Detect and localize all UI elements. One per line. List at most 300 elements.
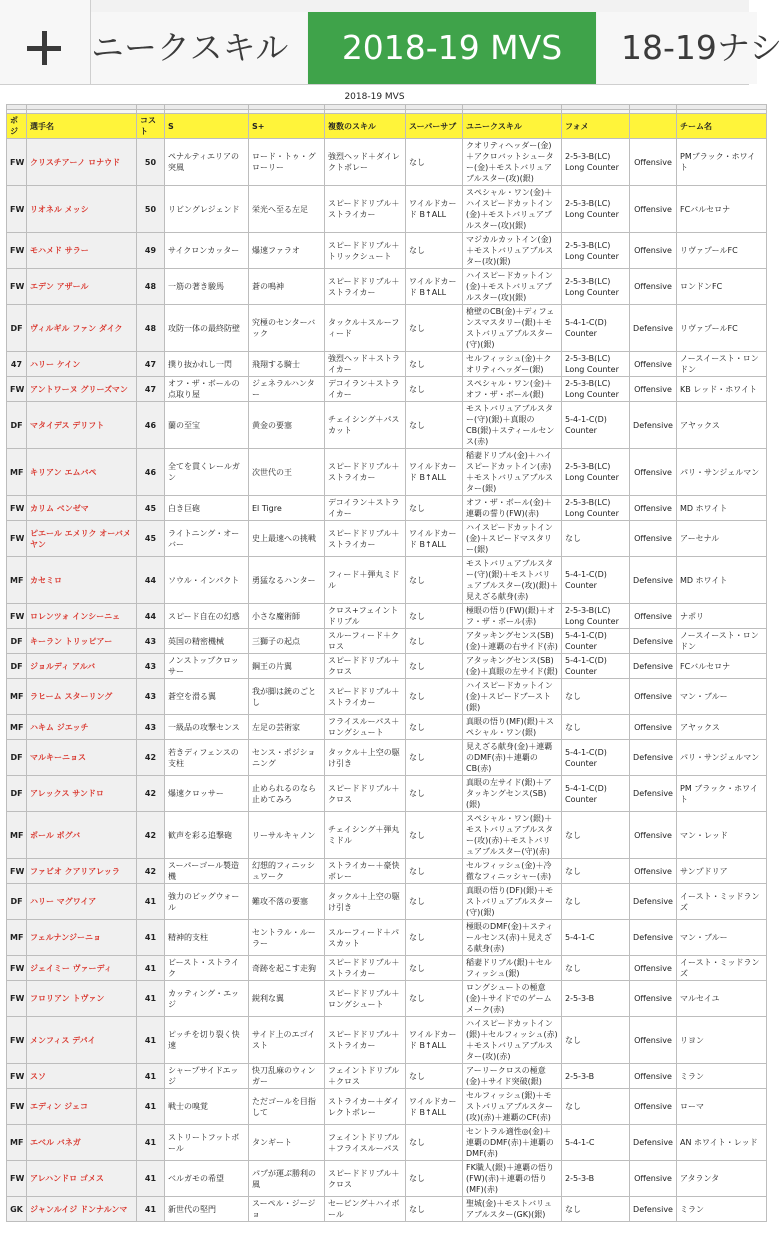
cell-cost[interactable]: 41 xyxy=(137,956,165,981)
cell-team[interactable]: リヴァプールFC xyxy=(677,305,767,352)
cell-player-name[interactable]: ハリー マグワイア xyxy=(27,884,137,920)
header-cell-unique-skill[interactable]: ユニークスキル xyxy=(463,114,562,139)
header-cell-s[interactable]: S xyxy=(165,114,249,139)
cell-unique-skill[interactable]: セントラル適性◎(金)＋連覇のDMF(赤)＋連覇のDMF(赤) xyxy=(463,1125,562,1161)
cell-unique-skill[interactable]: セルフィッシュ(金)＋冷徹なフィニッシャー(赤) xyxy=(463,859,562,884)
cell-splus[interactable]: 難攻不落の要塞 xyxy=(249,884,325,920)
cell-unique-skill[interactable]: セルフィッシュ(銀)＋モストバリュアブルスター(攻)(赤)＋連覇のCF(赤) xyxy=(463,1089,562,1125)
cell-s[interactable]: サイクロンカッター xyxy=(165,233,249,269)
cell-super-sub[interactable]: ワイルドカード B↑ALL xyxy=(406,269,463,305)
tab-unique-skill[interactable]: ニークスキル xyxy=(91,12,307,84)
cell-super-sub[interactable]: なし xyxy=(406,604,463,629)
cell-super-sub[interactable]: なし xyxy=(406,859,463,884)
cell-player-name[interactable]: エベル バネガ xyxy=(27,1125,137,1161)
cell-s[interactable]: スーパーゴール製造機 xyxy=(165,859,249,884)
cell-unique-skill[interactable]: スペシャル・ワン(金)＋オフ・ザ・ボール(銀) xyxy=(463,377,562,402)
cell-unique-skill[interactable]: クオリティヘッダー(金)＋アクロバットシューター(金)＋モストバリュアブルスター(攻)(銀) xyxy=(463,139,562,186)
cell-team[interactable]: PMブラック・ホワイト xyxy=(677,139,767,186)
cell-splus[interactable]: 幻想的フィニッシュワーク xyxy=(249,859,325,884)
cell-splus[interactable]: リーサルキャノン xyxy=(249,812,325,859)
cell-super-sub[interactable]: なし xyxy=(406,1064,463,1089)
cell-cost[interactable]: 41 xyxy=(137,1125,165,1161)
cell-team[interactable]: KB レッド・ホワイト xyxy=(677,377,767,402)
cell-player-name[interactable]: スソ xyxy=(27,1064,137,1089)
cell-cost[interactable]: 41 xyxy=(137,1017,165,1064)
cell-multi-skill[interactable]: スピードドリブル＋クロス xyxy=(325,776,406,812)
cell-unique-skill[interactable]: 見えざる献身(金)＋連覇のDMF(赤)＋連覇のCB(赤) xyxy=(463,740,562,776)
cell-style[interactable]: Defensive xyxy=(630,776,677,812)
cell-unique-skill[interactable]: オフ・ザ・ボール(金)＋連覇の誓り(FW)(赤) xyxy=(463,496,562,521)
cell-cost[interactable]: 48 xyxy=(137,305,165,352)
cell-player-name[interactable]: キリアン エムバペ xyxy=(27,449,137,496)
cell-team[interactable]: ノースイースト・ロンドン xyxy=(677,629,767,654)
cell-multi-skill[interactable]: スピードドリブル＋ストライカー xyxy=(325,679,406,715)
cell-style[interactable]: Offensive xyxy=(630,715,677,740)
cell-position[interactable]: FW xyxy=(7,859,27,884)
cell-s[interactable]: 新世代の堅門 xyxy=(165,1197,249,1222)
header-cell-splus[interactable]: S+ xyxy=(249,114,325,139)
cell-cost[interactable]: 43 xyxy=(137,629,165,654)
cell-s[interactable]: ストリートフットボール xyxy=(165,1125,249,1161)
cell-style[interactable]: Offensive xyxy=(630,812,677,859)
cell-style[interactable]: Offensive xyxy=(630,1089,677,1125)
cell-splus[interactable]: 我が脚は銃のごとし xyxy=(249,679,325,715)
cell-unique-skill[interactable]: ハイスピードカットイン(金)＋スピードマスタリー(銀) xyxy=(463,521,562,557)
cell-position[interactable]: DF xyxy=(7,884,27,920)
cell-multi-skill[interactable]: フライスルーパス＋ロングシュート xyxy=(325,715,406,740)
cell-s[interactable]: 若きディフェンスの支柱 xyxy=(165,740,249,776)
tab-18-19-national[interactable]: 18-19ナシ xyxy=(597,12,757,84)
cell-position[interactable]: DF xyxy=(7,740,27,776)
cell-position[interactable]: MF xyxy=(7,715,27,740)
cell-cost[interactable]: 42 xyxy=(137,740,165,776)
cell-splus[interactable]: セントラル・ルーラー xyxy=(249,920,325,956)
cell-s[interactable]: ビースト・ストライク xyxy=(165,956,249,981)
cell-splus[interactable]: 三獅子の起点 xyxy=(249,629,325,654)
cell-splus[interactable]: サイド上のエゴイスト xyxy=(249,1017,325,1064)
cell-formation[interactable]: 5-4-1-C(D) Counter xyxy=(562,740,630,776)
cell-unique-skill[interactable]: マジカルカットイン(金)＋モストバリュアブルスター(攻)(銀) xyxy=(463,233,562,269)
cell-player-name[interactable]: ファビオ クアリアレッラ xyxy=(27,859,137,884)
cell-multi-skill[interactable]: チェイシング＋パスカット xyxy=(325,402,406,449)
cell-player-name[interactable]: フロリアン トヴァン xyxy=(27,981,137,1017)
cell-style[interactable]: Defensive xyxy=(630,1197,677,1222)
cell-multi-skill[interactable]: タックル＋スルーフィード xyxy=(325,305,406,352)
cell-super-sub[interactable]: ワイルドカード B↑ALL xyxy=(406,1089,463,1125)
cell-formation[interactable]: 2-5-3-B(LC) Long Counter xyxy=(562,449,630,496)
cell-cost[interactable]: 42 xyxy=(137,812,165,859)
cell-cost[interactable]: 42 xyxy=(137,859,165,884)
cell-formation[interactable]: 5-4-1-C(D) Counter xyxy=(562,402,630,449)
cell-multi-skill[interactable]: セービング＋ハイボール xyxy=(325,1197,406,1222)
cell-super-sub[interactable]: なし xyxy=(406,305,463,352)
cell-super-sub[interactable]: ワイルドカード B↑ALL xyxy=(406,186,463,233)
cell-style[interactable]: Defensive xyxy=(630,629,677,654)
cell-style[interactable]: Offensive xyxy=(630,981,677,1017)
cell-team[interactable]: ローマ xyxy=(677,1089,767,1125)
cell-formation[interactable]: なし xyxy=(562,521,630,557)
cell-formation[interactable]: 2-5-3-B xyxy=(562,981,630,1017)
cell-team[interactable]: ミラン xyxy=(677,1197,767,1222)
cell-position[interactable]: MF xyxy=(7,812,27,859)
cell-style[interactable]: Offensive xyxy=(630,377,677,402)
cell-unique-skill[interactable]: 真眼の左サイド(銀)＋アタッキングセンス(SB)(銀) xyxy=(463,776,562,812)
cell-unique-skill[interactable]: セルフィッシュ(金)＋クオリティヘッダー(銀) xyxy=(463,352,562,377)
cell-style[interactable]: Offensive xyxy=(630,956,677,981)
cell-s[interactable]: リビングレジェンド xyxy=(165,186,249,233)
cell-s[interactable]: カッティング・エッジ xyxy=(165,981,249,1017)
cell-multi-skill[interactable]: デコイラン＋ストライカー xyxy=(325,496,406,521)
header-cell-team[interactable]: チーム名 xyxy=(677,114,767,139)
cell-super-sub[interactable]: なし xyxy=(406,812,463,859)
cell-s[interactable]: 撲り抜かれし一閃 xyxy=(165,352,249,377)
cell-formation[interactable]: 2-5-3-B(LC) Long Counter xyxy=(562,604,630,629)
cell-multi-skill[interactable]: スルーフィード＋クロス xyxy=(325,629,406,654)
cell-player-name[interactable]: ハキム ジエッチ xyxy=(27,715,137,740)
cell-position[interactable]: 47 xyxy=(7,352,27,377)
cell-style[interactable]: Defensive xyxy=(630,920,677,956)
cell-s[interactable]: 英国の精密機械 xyxy=(165,629,249,654)
cell-super-sub[interactable]: なし xyxy=(406,377,463,402)
cell-cost[interactable]: 41 xyxy=(137,920,165,956)
cell-formation[interactable]: なし xyxy=(562,956,630,981)
cell-unique-skill[interactable]: モストバリュアブルスター(守)(銀)＋真眼のCB(銀)＋スティールセンス(赤) xyxy=(463,402,562,449)
cell-splus[interactable]: 究極のセンターバック xyxy=(249,305,325,352)
cell-unique-skill[interactable]: アーリークロスの極意(金)＋サイド突破(銀) xyxy=(463,1064,562,1089)
cell-super-sub[interactable]: なし xyxy=(406,884,463,920)
cell-multi-skill[interactable]: スピードドリブル＋ストライカー xyxy=(325,956,406,981)
cell-s[interactable]: 一筋の著き駿馬 xyxy=(165,269,249,305)
cell-player-name[interactable]: エデン アザール xyxy=(27,269,137,305)
cell-unique-skill[interactable]: スペシャル・ワン(銀)＋モストバリュアブルスター(攻)(赤)＋モストバリュアブルスター(守)(赤) xyxy=(463,812,562,859)
cell-super-sub[interactable]: なし xyxy=(406,352,463,377)
cell-s[interactable]: 一級品の攻撃センス xyxy=(165,715,249,740)
cell-splus[interactable]: 左足の芸術家 xyxy=(249,715,325,740)
cell-formation[interactable]: なし xyxy=(562,715,630,740)
cell-formation[interactable]: 2-5-3-B(LC) Long Counter xyxy=(562,233,630,269)
cell-position[interactable]: FW xyxy=(7,604,27,629)
cell-super-sub[interactable]: なし xyxy=(406,1125,463,1161)
cell-cost[interactable]: 50 xyxy=(137,186,165,233)
cell-position[interactable]: GK xyxy=(7,1197,27,1222)
cell-multi-skill[interactable]: ストライカー＋ダイレクトボレー xyxy=(325,1089,406,1125)
cell-player-name[interactable]: ロレンツォ インシーニェ xyxy=(27,604,137,629)
cell-style[interactable]: Offensive xyxy=(630,139,677,186)
cell-multi-skill[interactable]: ストライカー＋豪快ボレー xyxy=(325,859,406,884)
cell-splus[interactable]: 快刀乱麻のウィンガー xyxy=(249,1064,325,1089)
cell-player-name[interactable]: アレハンドロ ゴメス xyxy=(27,1161,137,1197)
cell-cost[interactable]: 44 xyxy=(137,604,165,629)
cell-unique-skill[interactable]: 真眼の悟り(MF)(銀)＋スペシャル・ワン(銀) xyxy=(463,715,562,740)
cell-position[interactable]: MF xyxy=(7,1125,27,1161)
cell-team[interactable]: AN ホワイト・レッド xyxy=(677,1125,767,1161)
cell-team[interactable]: イースト・ミッドランズ xyxy=(677,884,767,920)
cell-unique-skill[interactable]: アタッキングセンス(SB)(金)＋連覇の右サイド(赤) xyxy=(463,629,562,654)
cell-player-name[interactable]: アントワーヌ グリーズマン xyxy=(27,377,137,402)
cell-splus[interactable]: 飛翔する騎士 xyxy=(249,352,325,377)
cell-style[interactable]: Offensive xyxy=(630,352,677,377)
cell-multi-skill[interactable]: スピードドリブル＋ストライカー xyxy=(325,1017,406,1064)
cell-position[interactable]: FW xyxy=(7,269,27,305)
cell-player-name[interactable]: ヴィルギル ファン ダイク xyxy=(27,305,137,352)
cell-player-name[interactable]: カセミロ xyxy=(27,557,137,604)
cell-s[interactable]: 歓声を彩る追撃砲 xyxy=(165,812,249,859)
cell-cost[interactable]: 41 xyxy=(137,981,165,1017)
cell-super-sub[interactable]: なし xyxy=(406,1197,463,1222)
cell-multi-skill[interactable]: チェイシング＋弾丸ミドル xyxy=(325,812,406,859)
cell-player-name[interactable]: アレックス サンドロ xyxy=(27,776,137,812)
cell-splus[interactable]: 鋼王の片翼 xyxy=(249,654,325,679)
cell-s[interactable]: 蒼空を滑る翼 xyxy=(165,679,249,715)
cell-position[interactable]: MF xyxy=(7,449,27,496)
cell-style[interactable]: Offensive xyxy=(630,679,677,715)
cell-cost[interactable]: 47 xyxy=(137,352,165,377)
cell-team[interactable]: アーセナル xyxy=(677,521,767,557)
cell-splus[interactable]: 止められるのなら止めてみろ xyxy=(249,776,325,812)
cell-formation[interactable]: 5-4-1-C xyxy=(562,1125,630,1161)
cell-splus[interactable]: 次世代の王 xyxy=(249,449,325,496)
cell-s[interactable]: ピッチを切り裂く快速 xyxy=(165,1017,249,1064)
cell-team[interactable]: パリ・サンジェルマン xyxy=(677,740,767,776)
cell-multi-skill[interactable]: スピードドリブル＋ストライカー xyxy=(325,521,406,557)
cell-style[interactable]: Offensive xyxy=(630,269,677,305)
cell-cost[interactable]: 43 xyxy=(137,715,165,740)
cell-player-name[interactable]: カリム ベンゼマ xyxy=(27,496,137,521)
cell-splus[interactable]: 小さな魔術師 xyxy=(249,604,325,629)
cell-splus[interactable]: 爆速ファラオ xyxy=(249,233,325,269)
cell-unique-skill[interactable]: 極眼のDMF(金)＋スティールセンス(赤)＋見えざる献身(赤) xyxy=(463,920,562,956)
cell-formation[interactable]: なし xyxy=(562,1197,630,1222)
cell-unique-skill[interactable]: ハイスピードカットイン(金)＋スピードブースト(銀) xyxy=(463,679,562,715)
cell-style[interactable]: Offensive xyxy=(630,1064,677,1089)
cell-formation[interactable]: なし xyxy=(562,859,630,884)
cell-splus[interactable]: 奇跡を起こす走狗 xyxy=(249,956,325,981)
cell-style[interactable]: Defensive xyxy=(630,557,677,604)
cell-super-sub[interactable]: ワイルドカード B↑ALL xyxy=(406,1017,463,1064)
header-cell-super-sub[interactable]: スーパーサブ xyxy=(406,114,463,139)
cell-s[interactable]: ライトニング・オーバー xyxy=(165,521,249,557)
cell-cost[interactable]: 45 xyxy=(137,521,165,557)
cell-cost[interactable]: 41 xyxy=(137,1089,165,1125)
cell-formation[interactable]: 5-4-1-C(D) Counter xyxy=(562,629,630,654)
cell-super-sub[interactable]: なし xyxy=(406,139,463,186)
cell-formation[interactable]: 2-5-3-B(LC) Long Counter xyxy=(562,186,630,233)
cell-super-sub[interactable]: なし xyxy=(406,956,463,981)
cell-super-sub[interactable]: なし xyxy=(406,402,463,449)
cell-multi-skill[interactable]: スピードドリブル＋ストライカー xyxy=(325,269,406,305)
cell-multi-skill[interactable]: クロス+フェイントドリブル xyxy=(325,604,406,629)
cell-splus[interactable]: El Tigre xyxy=(249,496,325,521)
cell-unique-skill[interactable]: FK職人(銀)＋連覇の悟り(FW)(赤)＋連覇の悟り(MF)(赤) xyxy=(463,1161,562,1197)
cell-splus[interactable]: 鋭利な翼 xyxy=(249,981,325,1017)
cell-team[interactable]: マン・レッド xyxy=(677,812,767,859)
cell-super-sub[interactable]: なし xyxy=(406,654,463,679)
cell-super-sub[interactable]: なし xyxy=(406,1161,463,1197)
cell-cost[interactable]: 41 xyxy=(137,1161,165,1197)
cell-team[interactable]: リヴァプールFC xyxy=(677,233,767,269)
cell-player-name[interactable]: フェルナンジーニョ xyxy=(27,920,137,956)
cell-formation[interactable]: 2-5-3-B(LC) Long Counter xyxy=(562,139,630,186)
cell-position[interactable]: FW xyxy=(7,233,27,269)
cell-cost[interactable]: 46 xyxy=(137,449,165,496)
cell-cost[interactable]: 49 xyxy=(137,233,165,269)
cell-style[interactable]: Defensive xyxy=(630,1125,677,1161)
cell-position[interactable]: FW xyxy=(7,1017,27,1064)
cell-style[interactable]: Offensive xyxy=(630,1017,677,1064)
cell-multi-skill[interactable]: スピードドリブル＋ロングシュート xyxy=(325,981,406,1017)
cell-position[interactable]: FW xyxy=(7,956,27,981)
header-cell-cost[interactable]: コスト xyxy=(137,114,165,139)
cell-team[interactable]: ノースイースト・ロンドン xyxy=(677,352,767,377)
cell-formation[interactable]: なし xyxy=(562,1017,630,1064)
cell-s[interactable]: 精神的支柱 xyxy=(165,920,249,956)
cell-splus[interactable]: 栄光へ至る左足 xyxy=(249,186,325,233)
cell-team[interactable]: アヤックス xyxy=(677,402,767,449)
cell-unique-skill[interactable]: ハイスピードカットイン(金)＋モストバリュアブルスター(攻)(銀) xyxy=(463,269,562,305)
cell-splus[interactable]: ジェネラルハンター xyxy=(249,377,325,402)
cell-formation[interactable]: なし xyxy=(562,812,630,859)
cell-super-sub[interactable]: なし xyxy=(406,776,463,812)
cell-formation[interactable]: 2-5-3-B(LC) Long Counter xyxy=(562,377,630,402)
cell-splus[interactable]: 勇猛なるハンター xyxy=(249,557,325,604)
header-cell-formation[interactable]: フォメ xyxy=(562,114,630,139)
cell-player-name[interactable]: ピエール エメリク オーバメヤン xyxy=(27,521,137,557)
cell-team[interactable]: リヨン xyxy=(677,1017,767,1064)
header-cell-multi-skill[interactable]: 複数のスキル xyxy=(325,114,406,139)
cell-unique-skill[interactable]: 真眼の悟り(DF)(銀)＋モストバリュアブルスター(守)(銀) xyxy=(463,884,562,920)
cell-multi-skill[interactable]: デコイラン＋ストライカー xyxy=(325,377,406,402)
cell-style[interactable]: Offensive xyxy=(630,521,677,557)
cell-splus[interactable]: パプが運ぶ勝利の風 xyxy=(249,1161,325,1197)
cell-multi-skill[interactable]: フィード＋弾丸ミドル xyxy=(325,557,406,604)
cell-super-sub[interactable]: ワイルドカード B↑ALL xyxy=(406,521,463,557)
cell-cost[interactable]: 43 xyxy=(137,654,165,679)
cell-position[interactable]: MF xyxy=(7,557,27,604)
cell-player-name[interactable]: ラヒーム スターリング xyxy=(27,679,137,715)
cell-splus[interactable]: 蒼の鳴神 xyxy=(249,269,325,305)
cell-splus[interactable]: スーペル・ジージョ xyxy=(249,1197,325,1222)
cell-unique-skill[interactable]: 聖城(金)＋モストバリュアブルスター(GK)(銀) xyxy=(463,1197,562,1222)
cell-team[interactable]: ナポリ xyxy=(677,604,767,629)
cell-team[interactable]: マルセイユ xyxy=(677,981,767,1017)
cell-formation[interactable]: 2-5-3-B xyxy=(562,1064,630,1089)
cell-multi-skill[interactable]: スピードドリブル＋ストライカー xyxy=(325,449,406,496)
cell-splus[interactable]: ロード・トゥ・グローリー xyxy=(249,139,325,186)
cell-unique-skill[interactable]: 稲妻ドリブル(金)＋ハイスピードカットイン(赤)＋モストバリュアブルスター(銀) xyxy=(463,449,562,496)
cell-unique-skill[interactable]: モストバリュアブルスター(守)(銀)＋モストバリュアブルスター(攻)(銀)＋見えざる献身(赤) xyxy=(463,557,562,604)
cell-team[interactable]: PM ブラック・ホワイト xyxy=(677,776,767,812)
cell-cost[interactable]: 41 xyxy=(137,1197,165,1222)
cell-style[interactable]: Offensive xyxy=(630,604,677,629)
cell-player-name[interactable]: リオネル メッシ xyxy=(27,186,137,233)
cell-player-name[interactable]: エディン ジェコ xyxy=(27,1089,137,1125)
cell-splus[interactable]: タンギート xyxy=(249,1125,325,1161)
cell-s[interactable]: 蘭の至宝 xyxy=(165,402,249,449)
cell-style[interactable]: Offensive xyxy=(630,233,677,269)
cell-splus[interactable]: センス・ポジショニング xyxy=(249,740,325,776)
cell-multi-skill[interactable]: スピードドリブル＋クロス xyxy=(325,654,406,679)
cell-super-sub[interactable]: なし xyxy=(406,920,463,956)
cell-s[interactable]: 強力のビッグウォール xyxy=(165,884,249,920)
cell-player-name[interactable]: ハリー ケイン xyxy=(27,352,137,377)
cell-s[interactable]: ペナルティエリアの突風 xyxy=(165,139,249,186)
cell-unique-skill[interactable]: ロングシュートの極意(金)＋サイドでのゲームメーク(赤) xyxy=(463,981,562,1017)
cell-team[interactable]: ロンドンFC xyxy=(677,269,767,305)
cell-position[interactable]: FW xyxy=(7,521,27,557)
cell-super-sub[interactable]: なし xyxy=(406,629,463,654)
cell-player-name[interactable]: クリスチアーノ ロナウド xyxy=(27,139,137,186)
cell-super-sub[interactable]: ワイルドカード B↑ALL xyxy=(406,449,463,496)
cell-multi-skill[interactable]: スピードドリブル＋トリックシュート xyxy=(325,233,406,269)
cell-team[interactable]: マン・ブルー xyxy=(677,679,767,715)
cell-player-name[interactable]: ジョルディ アルバ xyxy=(27,654,137,679)
cell-position[interactable]: DF xyxy=(7,629,27,654)
cell-formation[interactable]: なし xyxy=(562,679,630,715)
cell-team[interactable]: アヤックス xyxy=(677,715,767,740)
cell-s[interactable]: 白き巨砲 xyxy=(165,496,249,521)
cell-formation[interactable]: なし xyxy=(562,884,630,920)
cell-cost[interactable]: 47 xyxy=(137,377,165,402)
cell-s[interactable]: オフ・ザ・ボールの点取り屋 xyxy=(165,377,249,402)
cell-team[interactable]: マン・ブルー xyxy=(677,920,767,956)
cell-cost[interactable]: 44 xyxy=(137,557,165,604)
cell-style[interactable]: Defensive xyxy=(630,654,677,679)
cell-team[interactable]: FCバルセロナ xyxy=(677,654,767,679)
cell-team[interactable]: アタランタ xyxy=(677,1161,767,1197)
cell-player-name[interactable]: ジャンルイジ ドンナルンマ xyxy=(27,1197,137,1222)
cell-player-name[interactable]: マタイデス デリフト xyxy=(27,402,137,449)
cell-s[interactable]: 全てを貫くレールガン xyxy=(165,449,249,496)
cell-position[interactable]: FW xyxy=(7,186,27,233)
cell-team[interactable]: MD ホワイト xyxy=(677,557,767,604)
cell-style[interactable]: Defensive xyxy=(630,402,677,449)
cell-multi-skill[interactable]: タックル＋上空の駆け引き xyxy=(325,884,406,920)
cell-super-sub[interactable]: なし xyxy=(406,715,463,740)
cell-multi-skill[interactable]: スピードドリブル＋クロス xyxy=(325,1161,406,1197)
cell-team[interactable]: FCバルセロナ xyxy=(677,186,767,233)
cell-team[interactable]: イースト・ミッドランズ xyxy=(677,956,767,981)
cell-position[interactable]: DF xyxy=(7,305,27,352)
cell-super-sub[interactable]: なし xyxy=(406,557,463,604)
cell-s[interactable]: ノンストップクロッサー xyxy=(165,654,249,679)
cell-cost[interactable]: 45 xyxy=(137,496,165,521)
cell-position[interactable]: FW xyxy=(7,377,27,402)
cell-s[interactable]: 攻防一体の最終防壁 xyxy=(165,305,249,352)
cell-multi-skill[interactable]: フェイントドリブル＋フライスルーパス xyxy=(325,1125,406,1161)
cell-s[interactable]: 爆速クロッサー xyxy=(165,776,249,812)
cell-style[interactable]: Defensive xyxy=(630,740,677,776)
cell-multi-skill[interactable]: フェイントドリブル＋クロス xyxy=(325,1064,406,1089)
cell-super-sub[interactable]: なし xyxy=(406,740,463,776)
cell-unique-skill[interactable]: 極眼の悟り(FW)(銀)＋オフ・ザ・ボール(赤) xyxy=(463,604,562,629)
cell-splus[interactable]: 史上最速への挑戦 xyxy=(249,521,325,557)
cell-cost[interactable]: 48 xyxy=(137,269,165,305)
cell-position[interactable]: FW xyxy=(7,1064,27,1089)
cell-team[interactable]: パリ・サンジェルマン xyxy=(677,449,767,496)
header-cell-style[interactable] xyxy=(630,114,677,139)
cell-style[interactable]: Offensive xyxy=(630,1161,677,1197)
cell-player-name[interactable]: キーラン トリッピアー xyxy=(27,629,137,654)
cell-s[interactable]: ベルガモの希望 xyxy=(165,1161,249,1197)
cell-unique-skill[interactable]: ハイスピードカットイン(銀)＋セルフィッシュ(赤)＋モストバリュアブルスター(攻)(赤) xyxy=(463,1017,562,1064)
cell-position[interactable]: DF xyxy=(7,402,27,449)
cell-style[interactable]: Offensive xyxy=(630,859,677,884)
cell-cost[interactable]: 46 xyxy=(137,402,165,449)
cell-multi-skill[interactable]: スルーフィード＋パスカット xyxy=(325,920,406,956)
cell-formation[interactable]: 2-5-3-B(LC) Long Counter xyxy=(562,269,630,305)
cell-style[interactable]: Defensive xyxy=(630,305,677,352)
cell-s[interactable]: スピード自在の幻惑 xyxy=(165,604,249,629)
